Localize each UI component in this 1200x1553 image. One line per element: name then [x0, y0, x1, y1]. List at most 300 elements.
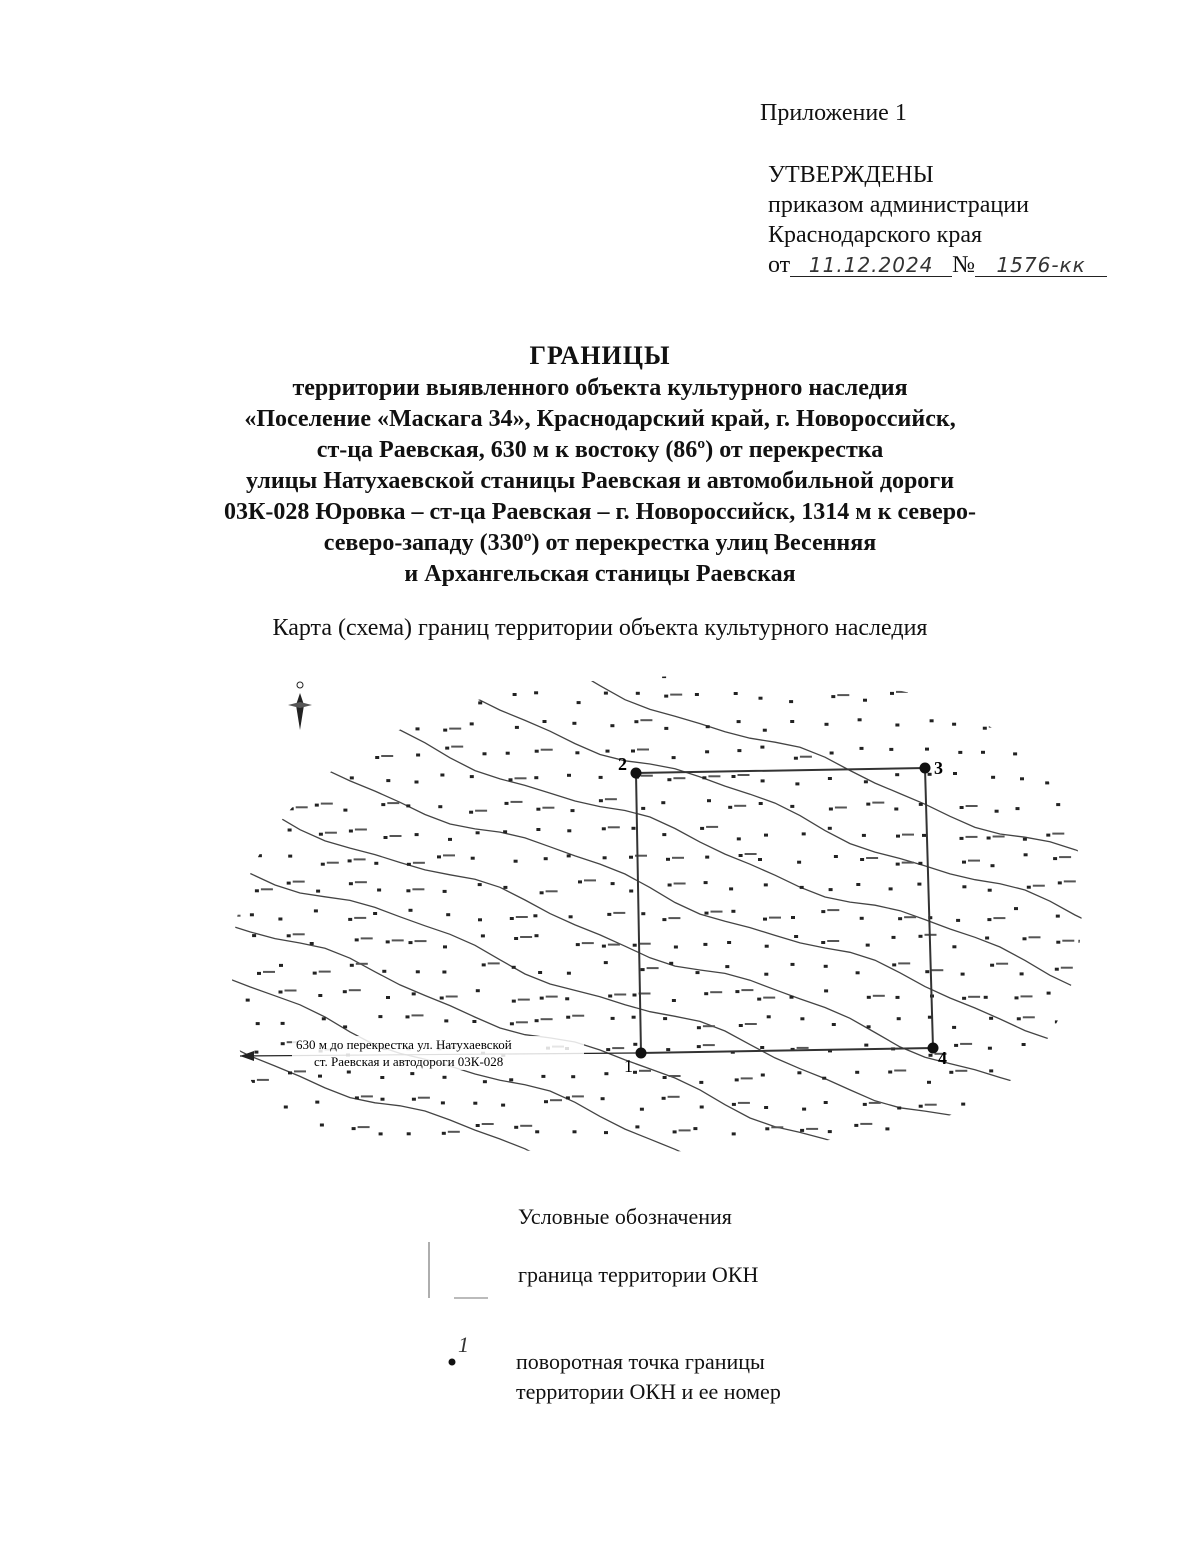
appendix-label: Приложение 1 [760, 100, 907, 126]
elevation-mark [929, 1054, 933, 1057]
elevation-mark [349, 830, 353, 833]
elevation-mark [885, 1127, 889, 1130]
elevation-mark [952, 945, 956, 948]
elevation-mark [860, 917, 864, 920]
elevation-mark-label [1064, 880, 1076, 882]
elevation-mark [579, 669, 583, 672]
elevation-mark [729, 887, 733, 890]
elevation-mark [988, 889, 992, 892]
elevation-mark [663, 1017, 667, 1020]
elevation-mark [535, 1130, 539, 1133]
elevation-mark [987, 696, 991, 699]
elevation-mark-label [550, 1099, 562, 1101]
elevation-mark [888, 1071, 892, 1074]
elevation-mark [693, 1127, 697, 1130]
elevation-mark-label [228, 1132, 240, 1134]
elevation-mark [322, 1017, 326, 1020]
elevation-mark [575, 751, 579, 754]
elevation-mark [278, 1129, 282, 1132]
elevation-mark [707, 799, 711, 802]
elevation-mark [415, 781, 419, 784]
elevation-mark [576, 943, 580, 946]
elevation-mark [892, 936, 896, 939]
elevation-mark [1090, 1071, 1094, 1074]
elevation-mark [829, 808, 833, 811]
elevation-mark [735, 990, 739, 993]
elevation-mark [610, 724, 614, 727]
elevation-mark [1086, 757, 1090, 760]
elevation-mark [864, 1044, 868, 1047]
elevation-mark [313, 972, 317, 975]
elevation-mark [761, 1074, 765, 1077]
elevation-mark [860, 747, 864, 750]
elevation-mark [634, 720, 638, 723]
elevation-mark [828, 777, 832, 780]
elevation-mark-label [711, 911, 723, 913]
elevation-mark-label [745, 853, 757, 855]
elevation-mark [214, 989, 218, 992]
contour-line [200, 1104, 1100, 1160]
elevation-mark-label [608, 826, 620, 828]
elevation-mark [350, 665, 354, 668]
elevation-mark [258, 755, 262, 758]
elevation-mark [896, 835, 900, 838]
elevation-mark [764, 834, 768, 837]
elevation-mark-label [613, 912, 625, 914]
elevation-mark [662, 1097, 666, 1100]
elevation-mark-label [516, 1021, 528, 1023]
elevation-mark-label [741, 1077, 753, 1079]
elevation-mark [1090, 1152, 1094, 1155]
elevation-mark [824, 1101, 828, 1104]
elevation-mark-label [381, 755, 393, 757]
elevation-mark [641, 912, 645, 915]
elevation-mark-label [354, 917, 366, 919]
elevation-mark [664, 727, 668, 730]
elevation-mark [501, 1104, 505, 1107]
elevation-mark-label [321, 803, 333, 805]
elevation-mark [856, 971, 860, 974]
elevation-mark [445, 747, 449, 750]
elevation-mark [514, 1126, 518, 1129]
elevation-mark [763, 729, 767, 732]
elevation-mark [668, 884, 672, 887]
elevation-mark-label [902, 862, 914, 864]
elevation-mark-label [319, 971, 331, 973]
elevation-mark [952, 723, 956, 726]
elevation-mark [700, 1106, 704, 1109]
elevation-mark [1090, 1127, 1094, 1130]
elevation-mark [565, 997, 569, 1000]
elevation-mark [611, 882, 615, 885]
elevation-mark [259, 782, 263, 785]
elevation-mark [672, 999, 676, 1002]
elevation-mark-label [1053, 701, 1065, 703]
elevation-mark [505, 802, 509, 805]
elevation-mark-label [833, 671, 845, 673]
elevation-marks [213, 665, 1108, 1160]
elevation-mark [895, 773, 899, 776]
elevation-mark-label [361, 1095, 373, 1097]
elevation-mark [281, 1022, 285, 1025]
elevation-mark [1047, 1050, 1051, 1053]
elevation-mark [350, 776, 354, 779]
elevation-mark [927, 1081, 931, 1084]
elevation-mark [412, 992, 416, 995]
elevation-mark [227, 967, 231, 970]
elevation-mark [991, 776, 995, 779]
elevation-mark [314, 909, 318, 912]
elevation-mark [611, 1017, 615, 1020]
elevation-mark [246, 999, 250, 1002]
elevation-mark [478, 701, 482, 704]
elevation-mark [514, 937, 518, 940]
elevation-mark-label [1053, 1076, 1065, 1078]
elevation-mark-label [741, 989, 753, 991]
elevation-mark-label [349, 989, 361, 991]
title-line: «Поселение «Маскага 34», Краснодарский край, г. Новороссийск, [244, 406, 956, 432]
elevation-mark [503, 830, 507, 833]
elevation-mark [1058, 881, 1062, 884]
elevation-mark [227, 809, 231, 812]
elevation-mark [632, 1016, 636, 1019]
elevation-mark [278, 675, 282, 678]
elevation-mark [737, 749, 741, 752]
elevation-mark-label [959, 690, 971, 692]
elevation-mark [470, 775, 474, 778]
elevation-mark [216, 696, 220, 699]
elevation-mark [599, 799, 603, 802]
elevation-mark [829, 888, 833, 891]
elevation-mark-label [293, 933, 305, 935]
elevation-mark [704, 1154, 708, 1157]
elevation-mark [1077, 668, 1081, 671]
elevation-mark [323, 726, 327, 729]
elevation-mark [386, 779, 390, 782]
elevation-mark-label [355, 829, 367, 831]
elevation-mark [509, 778, 513, 781]
elevation-mark [483, 752, 487, 755]
title-line: территории выявленного объекта культурного наследия [292, 375, 908, 401]
elevation-mark [473, 1102, 477, 1105]
elevation-mark-label [837, 694, 849, 696]
elevation-mark [919, 803, 923, 806]
elevation-mark [444, 1019, 448, 1022]
elevation-mark [355, 938, 359, 941]
elevation-mark-label [444, 674, 456, 676]
elevation-mark [504, 669, 508, 672]
elevation-mark [956, 919, 960, 922]
elevation-mark-label [572, 1095, 584, 1097]
elevation-mark-label [668, 1096, 680, 1098]
elevation-mark-label [708, 775, 720, 777]
elevation-mark [766, 666, 770, 669]
elevation-mark [1086, 999, 1090, 1002]
elevation-mark [764, 1106, 768, 1109]
elevation-mark [1046, 749, 1050, 752]
number-label: № [952, 252, 976, 278]
point-label: 2 [618, 754, 627, 774]
elevation-mark [794, 757, 798, 760]
elevation-mark-label [1090, 701, 1102, 703]
elevation-mark-label [703, 1025, 715, 1027]
elevation-mark [825, 723, 829, 726]
elevation-mark-label [640, 719, 652, 721]
elevation-mark [795, 665, 799, 668]
elevation-mark [960, 1153, 964, 1156]
elevation-mark-label [445, 699, 457, 701]
elevation-mark [855, 1071, 859, 1074]
elevation-mark-label [1092, 880, 1104, 882]
elevation-mark [800, 1129, 804, 1132]
legend-boundary-swatch [428, 1240, 490, 1300]
elevation-mark [566, 1096, 570, 1099]
elevation-mark [407, 1132, 411, 1135]
elevation-mark [1020, 1105, 1024, 1108]
elevation-mark [315, 1101, 319, 1104]
elevation-mark [316, 890, 320, 893]
distance-label-line1: 630 м до перекрестка ул. Натухаевской [296, 1037, 512, 1052]
elevation-mark-label [354, 858, 366, 860]
elevation-mark [313, 779, 317, 782]
elevation-mark-label [1059, 856, 1071, 858]
elevation-mark [438, 805, 442, 808]
elevation-mark [640, 1108, 644, 1111]
elevation-mark-label [827, 940, 839, 942]
elevation-mark [697, 1045, 701, 1048]
elevation-mark [599, 776, 603, 779]
elevation-mark-label [412, 888, 424, 890]
elevation-mark-label [873, 995, 885, 997]
elevation-mark [985, 673, 989, 676]
elevation-mark-label [931, 969, 943, 971]
okn-boundary [636, 768, 933, 1053]
elevation-mark [763, 918, 767, 921]
elevation-mark [789, 700, 793, 703]
elevation-mark-label [541, 1018, 553, 1020]
elevation-mark [957, 1123, 961, 1126]
elevation-mark-label [1030, 1069, 1042, 1071]
handwritten-date: 11.12.2024 [790, 254, 952, 277]
distance-label-line2: ст. Раевская и автодороги 03К-028 [314, 1054, 504, 1069]
elevation-mark [443, 1076, 447, 1079]
elevation-mark [607, 913, 611, 916]
elevation-mark [380, 1076, 384, 1079]
elevation-mark-label [898, 668, 910, 670]
elevation-mark [343, 990, 347, 993]
elevation-mark [953, 691, 957, 694]
elevation-mark-label [637, 749, 649, 751]
elevation-mark [348, 859, 352, 862]
elevation-mark [1024, 853, 1028, 856]
elevation-mark [443, 729, 447, 732]
elevation-mark [606, 750, 610, 753]
elevation-mark [1023, 937, 1027, 940]
elevation-mark-label [327, 862, 339, 864]
elevation-mark [384, 1152, 388, 1155]
elevation-mark [954, 1044, 958, 1047]
elevation-mark-label [515, 777, 527, 779]
elevation-mark-label [546, 996, 558, 998]
elevation-mark-label [446, 996, 458, 998]
elevation-mark [897, 1107, 901, 1110]
title-line: 03К-028 Юровка – ст-ца Раевская – г. Новороссийск, 1314 м к северо- [223, 499, 977, 525]
elevation-mark [729, 1151, 733, 1154]
elevation-mark-label [1092, 756, 1104, 758]
elevation-mark-label [866, 857, 878, 859]
elevation-mark [633, 994, 637, 997]
approved-by-order: приказом администрации [768, 192, 1029, 218]
elevation-mark [381, 803, 385, 806]
elevation-mark-label [966, 1152, 978, 1154]
elevation-mark [541, 1075, 545, 1078]
elevation-mark [828, 827, 832, 830]
elevation-mark-label [1052, 833, 1064, 835]
elevation-mark [821, 910, 825, 913]
elevation-mark-label [835, 807, 847, 809]
elevation-mark-label [424, 1159, 436, 1160]
elevation-mark-label [443, 854, 455, 856]
elevation-mark [635, 1125, 639, 1128]
elevation-mark [989, 1069, 993, 1072]
elevation-mark-label [1056, 720, 1068, 722]
elevation-mark [476, 831, 480, 834]
elevation-mark [349, 882, 353, 885]
elevation-mark [347, 702, 351, 705]
elevation-mark-label [966, 836, 978, 838]
elevation-mark-label [482, 1123, 494, 1125]
elevation-mark-label [516, 916, 528, 918]
elevation-mark-label [674, 883, 686, 885]
elevation-mark [223, 916, 227, 919]
elevation-mark [828, 1130, 832, 1133]
elevation-mark-label [766, 1157, 778, 1159]
elevation-mark [251, 724, 255, 727]
elevation-mark-label [518, 999, 530, 1001]
elevation-mark [247, 1125, 251, 1128]
elevation-mark [510, 917, 514, 920]
elevation-mark [834, 855, 838, 858]
elevation-mark [407, 863, 411, 866]
elevation-mark [350, 964, 354, 967]
elevation-mark-label [520, 936, 532, 938]
elevation-mark [995, 810, 999, 813]
elevation-mark [1020, 972, 1024, 975]
elevation-mark [760, 1158, 764, 1161]
elevation-mark-label [390, 1151, 402, 1153]
elevation-mark-label [386, 692, 398, 694]
elevation-mark [544, 1100, 548, 1103]
elevation-mark [662, 833, 666, 836]
elevation-mark [415, 833, 419, 836]
elevation-mark-label [390, 835, 402, 837]
elevation-mark [226, 826, 230, 829]
elevation-mark-label [261, 888, 273, 890]
elevation-mark-label [672, 857, 684, 859]
elevation-mark [318, 1075, 322, 1078]
elevation-mark-label [1021, 995, 1033, 997]
elevation-mark [822, 1077, 826, 1080]
elevation-mark [512, 966, 516, 969]
elevation-mark [573, 1130, 577, 1133]
elevation-mark [290, 807, 294, 810]
elevation-mark [386, 940, 390, 943]
elevation-mark [1049, 1128, 1053, 1131]
elevation-mark [321, 863, 325, 866]
elevation-mark-label [673, 777, 685, 779]
elevation-mark [1056, 1158, 1060, 1160]
elevation-mark [287, 934, 291, 937]
elevation-mark [406, 1015, 410, 1018]
elevation-mark [759, 802, 763, 805]
elevation-mark [962, 997, 966, 1000]
elevation-mark [633, 1043, 637, 1046]
elevation-mark [863, 1103, 867, 1106]
elevation-mark [249, 836, 253, 839]
elevation-mark [346, 1159, 350, 1160]
elevation-mark [1091, 910, 1095, 913]
elevation-mark-label [520, 1125, 532, 1127]
elevation-mark [1023, 838, 1027, 841]
elevation-mark-label [233, 808, 245, 810]
elevation-mark [413, 670, 417, 673]
elevation-mark-label [896, 691, 908, 693]
elevation-mark [567, 829, 571, 832]
elevation-mark [962, 885, 966, 888]
elevation-mark [213, 1025, 217, 1028]
elevation-mark [697, 1026, 701, 1029]
elevation-mark [727, 941, 731, 944]
elevation-mark [703, 943, 707, 946]
terrain-area [200, 660, 1109, 1160]
elevation-mark-label [1061, 1019, 1073, 1021]
elevation-mark-label [222, 695, 234, 697]
elevation-mark [640, 668, 644, 671]
elevation-mark-label [739, 668, 751, 670]
elevation-mark [890, 1153, 894, 1156]
elevation-mark [513, 693, 517, 696]
approval-block [768, 160, 1107, 280]
elevation-mark [412, 1098, 416, 1101]
north-arrow-icon [288, 682, 312, 730]
elevation-mark-label [993, 836, 1005, 838]
elevation-mark [605, 668, 609, 671]
elevation-mark-label [679, 1129, 691, 1131]
elevation-mark [603, 856, 607, 859]
elevation-mark [981, 751, 985, 754]
elevation-mark-label [925, 1104, 937, 1106]
elevation-mark [739, 1024, 743, 1027]
elevation-mark-label [1090, 1048, 1102, 1050]
elevation-mark-label [955, 1070, 967, 1072]
elevation-mark-label [418, 1097, 430, 1099]
elevation-mark-label [649, 1155, 661, 1157]
elevation-mark-label [639, 1070, 651, 1072]
elevation-mark-label [415, 940, 427, 942]
elevation-mark-label [1023, 1016, 1035, 1018]
elevation-mark-label [542, 807, 554, 809]
elevation-mark [438, 675, 442, 678]
elevation-mark [602, 827, 606, 830]
elevation-mark [759, 697, 763, 700]
elevation-mark [961, 973, 965, 976]
elevation-mark [889, 887, 893, 890]
elevation-mark [952, 673, 956, 676]
elevation-mark [699, 1081, 703, 1084]
elevation-mark [1056, 915, 1060, 918]
elevation-mark [345, 749, 349, 752]
elevation-mark [991, 864, 995, 867]
